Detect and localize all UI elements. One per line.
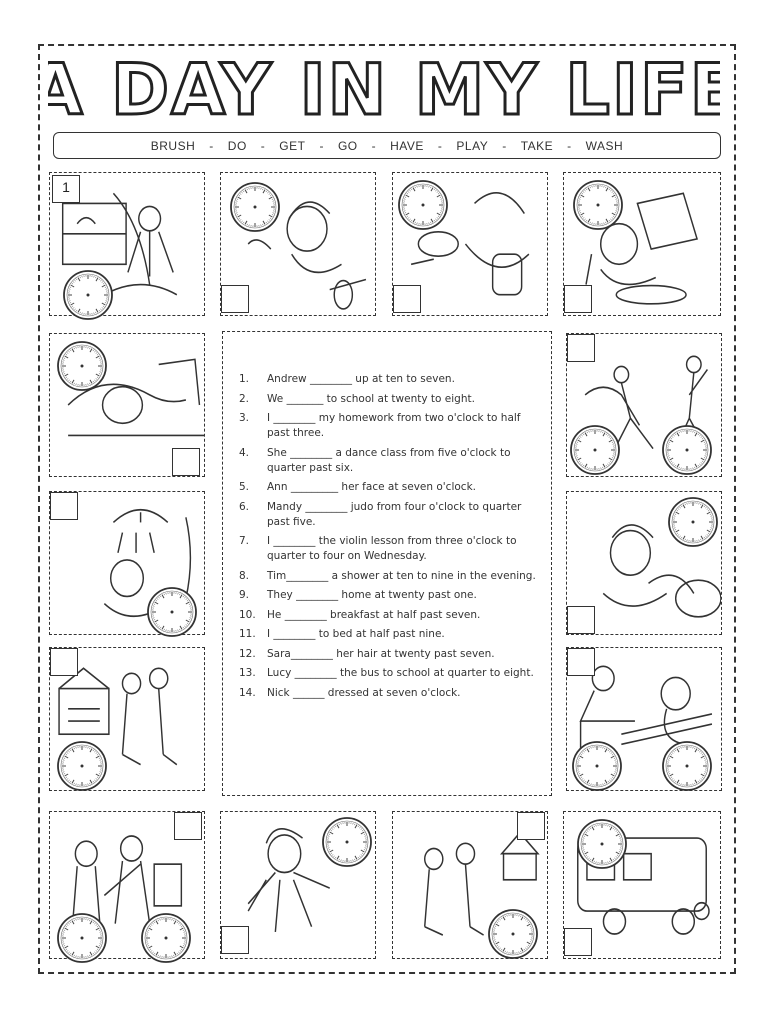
clock-face-icon xyxy=(667,496,719,552)
sentence-item xyxy=(239,666,539,681)
word-bank-item: GO xyxy=(337,138,358,153)
answer-box[interactable] xyxy=(174,812,202,840)
word-bank-item: BRUSH xyxy=(150,138,196,153)
sentence-number: 6. xyxy=(239,500,250,513)
clock-face-icon xyxy=(62,269,114,325)
answer-box[interactable] xyxy=(567,648,595,676)
sentence-item xyxy=(239,627,539,642)
clock-face-icon xyxy=(397,179,449,235)
sentence-text: I ________ to bed at half past nine. xyxy=(267,628,445,640)
picture-card-school xyxy=(392,811,548,959)
picture-card-judo xyxy=(566,491,722,635)
answer-box[interactable] xyxy=(567,334,595,362)
picture-card-dance xyxy=(566,333,722,477)
word-separator: - xyxy=(209,138,214,153)
sentence-number: 13. xyxy=(239,667,256,679)
word-bank-item: TAKE xyxy=(520,138,554,153)
sentence-number: 7. xyxy=(239,535,250,547)
picture-card-violin xyxy=(49,811,205,959)
sentence-text: Andrew ________ up at ten to seven. xyxy=(267,373,455,385)
answer-box[interactable] xyxy=(564,285,592,313)
word-bank-item: DO xyxy=(227,138,247,153)
picture-card-homework xyxy=(566,647,722,791)
answer-box[interactable] xyxy=(221,926,249,954)
word-bank-item: WASH xyxy=(585,138,624,153)
sentence-item xyxy=(239,446,539,476)
word-bank-item: PLAY xyxy=(456,138,489,153)
answer-box[interactable] xyxy=(564,928,592,956)
sentence-item xyxy=(239,480,539,495)
title-text: A DAY IN MY LIFE xyxy=(48,50,720,128)
sentence-text: I ________ the violin lesson from three o'clock to quarter to four on Wednesday. xyxy=(267,535,517,562)
clock-face-icon xyxy=(56,740,108,796)
answer-box[interactable] xyxy=(172,448,200,476)
clock-face-icon xyxy=(571,740,623,796)
sentence-number: 2. xyxy=(239,392,250,405)
picture-card-breakfast xyxy=(563,172,721,316)
picture-card-walk xyxy=(49,647,205,791)
answer-box[interactable] xyxy=(393,285,421,313)
sentence-item xyxy=(239,608,539,623)
clock-face-icon xyxy=(56,340,108,396)
answer-box[interactable] xyxy=(50,492,78,520)
sentence-text: I ________ my homework from two o'clock to half past three. xyxy=(267,412,521,439)
sentence-number: 14. xyxy=(239,686,256,699)
clock-face-icon xyxy=(140,912,192,968)
sentence-number: 5. xyxy=(239,481,250,493)
clock-face-icon xyxy=(487,908,539,964)
sentence-item xyxy=(239,534,539,564)
sentence-number: 3. xyxy=(239,412,250,424)
clock-face-icon xyxy=(661,740,713,796)
clock-face-icon xyxy=(146,586,198,642)
word-separator: - xyxy=(437,138,443,153)
word-bank xyxy=(53,132,721,159)
sentence-text: They ________ home at twenty past one. xyxy=(267,589,477,601)
sentence-text: We _______ to school at twenty to eight. xyxy=(267,392,475,405)
answer-box[interactable] xyxy=(567,606,595,634)
sentence-text: Lucy ________ the bus to school at quarter to eight. xyxy=(267,667,534,679)
sentence-item xyxy=(239,588,539,603)
sentence-number: 4. xyxy=(239,446,250,459)
sentence-number: 9. xyxy=(239,589,250,601)
sentence-item xyxy=(239,411,539,441)
sentence-text: Mandy ________ judo from four o'clock to quarter past five. xyxy=(267,500,522,528)
clock-face-icon xyxy=(321,816,373,872)
picture-card-sleep xyxy=(49,333,205,477)
picture-card-wake xyxy=(49,172,205,316)
clock-face-icon xyxy=(229,181,281,237)
word-bank-item: HAVE xyxy=(390,138,424,153)
clock-face-icon xyxy=(569,424,621,480)
answer-box[interactable] xyxy=(221,285,249,313)
sentence-text: Tim________ a shower at ten to nine in the evening. xyxy=(267,569,536,582)
sentence-list xyxy=(222,331,552,796)
answer-box[interactable] xyxy=(517,812,545,840)
sentence-item xyxy=(239,686,539,701)
picture-card-brush xyxy=(392,172,548,316)
sentence-item xyxy=(239,372,539,387)
word-separator: - xyxy=(319,138,324,153)
worksheet-title xyxy=(48,50,720,128)
sentence-text: She ________ a dance class from five o'clock to quarter past six. xyxy=(267,446,511,474)
word-separator: - xyxy=(567,138,572,153)
clock-face-icon xyxy=(56,912,108,968)
word-separator: - xyxy=(371,138,377,153)
sentence-number: 10. xyxy=(239,608,256,621)
picture-card-bus xyxy=(563,811,721,959)
sentence-text: He ________ breakfast at half past seven. xyxy=(267,608,481,621)
picture-card-dressed xyxy=(220,811,376,959)
sentence-text: Ann _________ her face at seven o'clock. xyxy=(267,481,476,493)
sentence-number-box[interactable]: 1 xyxy=(52,175,80,203)
sentence-item xyxy=(239,500,539,530)
sentence-number: 12. xyxy=(239,647,256,660)
sentence-item xyxy=(239,647,539,662)
sentence-number: 11. xyxy=(239,628,256,640)
clock-face-icon xyxy=(661,424,713,480)
sentence-text: Nick ______ dressed at seven o'clock. xyxy=(267,686,461,699)
word-bank-item: GET xyxy=(279,138,306,153)
clock-face-icon xyxy=(572,179,624,235)
sentence-item xyxy=(239,569,539,584)
sentence-number: 8. xyxy=(239,569,250,582)
picture-card-shower xyxy=(49,491,205,635)
word-separator: - xyxy=(502,138,507,153)
sentence-text: Sara________ her hair at twenty past seven. xyxy=(267,647,495,660)
sentence-number: 1. xyxy=(239,373,250,385)
clock-face-icon xyxy=(576,818,628,874)
word-separator: - xyxy=(260,138,266,153)
answer-box[interactable] xyxy=(50,648,78,676)
sentence-item xyxy=(239,392,539,407)
picture-card-wash xyxy=(220,172,376,316)
